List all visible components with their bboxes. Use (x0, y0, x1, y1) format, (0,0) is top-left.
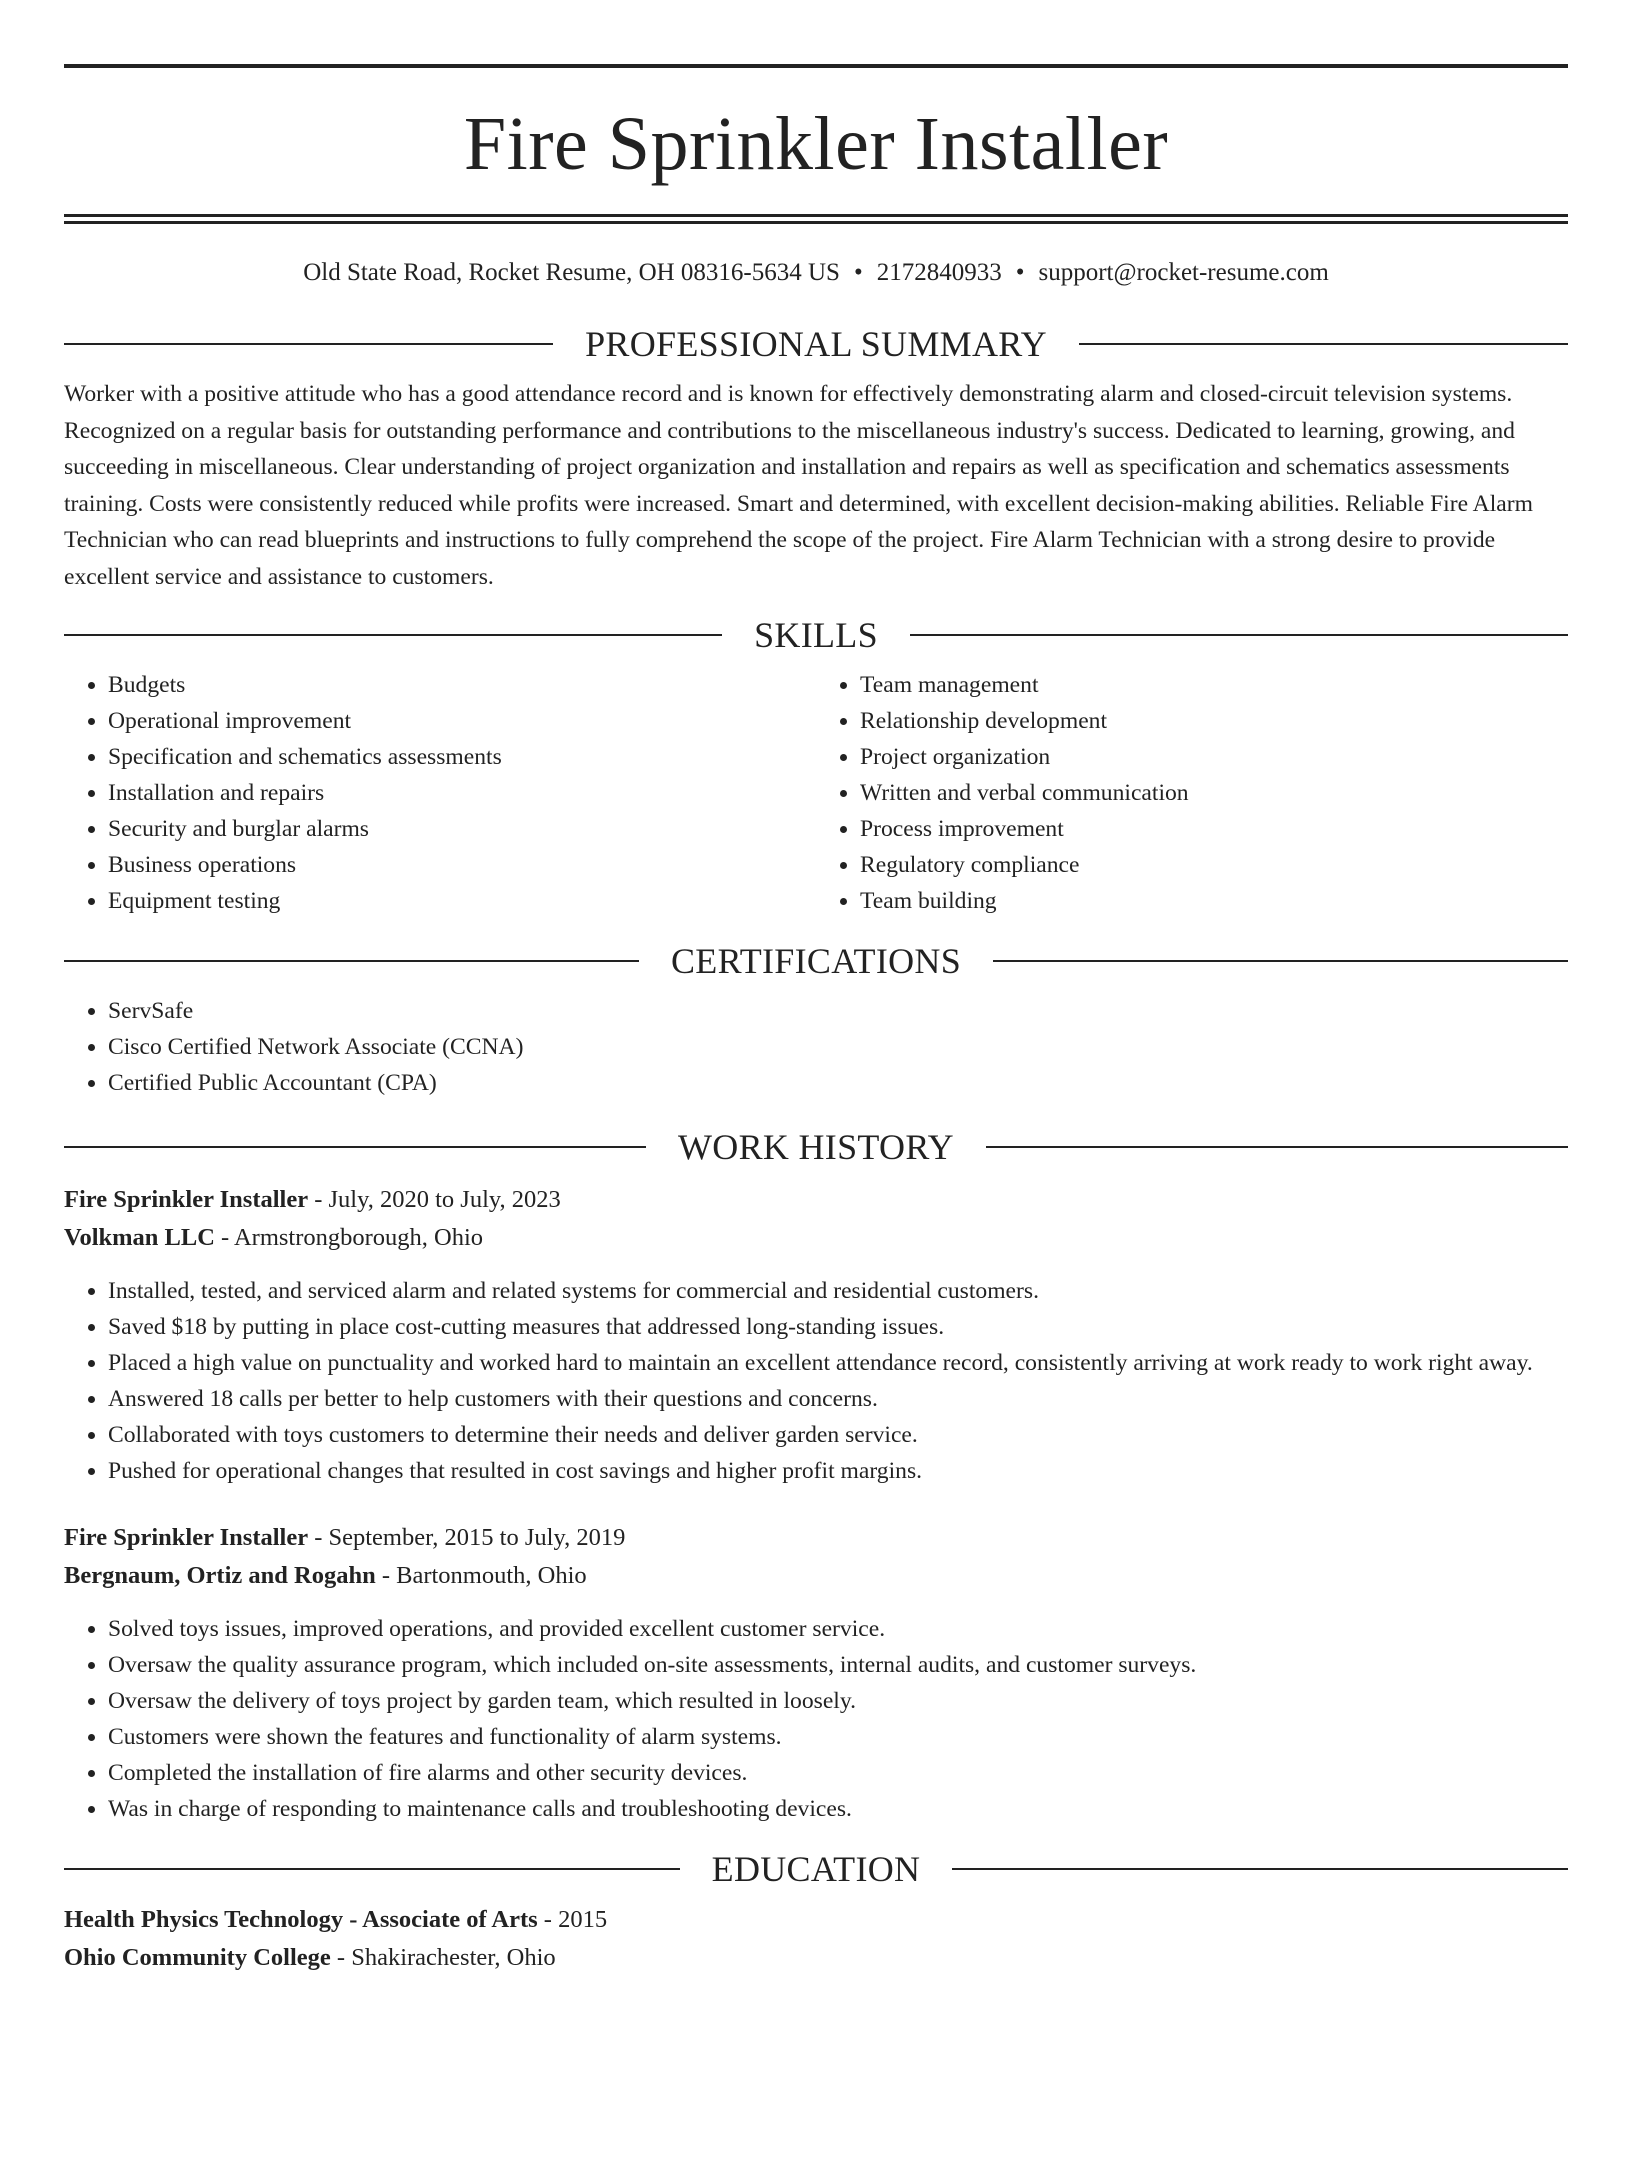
skill-item: • Operational improvement (108, 703, 816, 739)
job-company: Bergnaum, Ortiz and Rogahn (64, 1562, 376, 1589)
heading-rule-right (910, 634, 1568, 636)
job-bullet: • Customers were shown the features and functionality of alarm systems. (108, 1719, 1568, 1755)
certification-item: • Certified Public Accountant (CPA) (108, 1065, 1568, 1101)
job-bullet: • Placed a high value on punctuality and worked hard to maintain an excellent attendance record, consistently arriving at work ready to work right away. (108, 1345, 1568, 1381)
job-bullet: • Installed, tested, and serviced alarm and related systems for commercial and residential customers. (108, 1273, 1568, 1309)
job-bullets (64, 1273, 1568, 1489)
skill-item: • Specification and schematics assessments (108, 739, 816, 775)
heading-rule-left (64, 1868, 680, 1870)
certification-item: • Cisco Certified Network Associate (CCNA) (108, 1029, 1568, 1065)
education-location: - Shakirachester, Ohio (330, 1944, 556, 1971)
heading-rule-left (64, 1146, 646, 1148)
work-history-heading-label: WORK HISTORY (678, 1127, 954, 1167)
top-rule (64, 64, 1568, 68)
education-degree-line (64, 1901, 1568, 1939)
summary-text: Worker with a positive attitude who has a good attendance record and is known for effectively demonstrating alarm and closed-circuit television systems. Recognized on a regular basis for outstanding performance and contributions to the miscellaneous industry's success. Dedicated to learning, growing, and succeeding in miscellaneous. Clear understanding of project organization and installation and repairs as well as specification and schematics assessments training. Costs were consistently reduced while profits were increased. Smart and determined, with excellent decision-making abilities. Reliable Fire Alarm Technician who can read blueprints and instructions to fully comprehend the scope of the project. Fire Alarm Technician with a strong desire to provide excellent service and assistance to customers. (64, 381, 1533, 590)
certifications-heading-label: CERTIFICATIONS (670, 941, 962, 981)
education-year: - 2015 (537, 1906, 608, 1933)
skill-item: • Security and burglar alarms (108, 811, 816, 847)
skill-item: • Process improvement (860, 811, 1568, 847)
skill-item: • Written and verbal communication (860, 775, 1568, 811)
job-company-line (64, 1219, 1568, 1257)
job-dates: - September, 2015 to July, 2019 (308, 1524, 626, 1551)
job-bullet: • Answered 18 calls per better to help customers with their questions and concerns. (108, 1381, 1568, 1417)
skill-item: • Regulatory compliance (860, 847, 1568, 883)
contact-phone: 2172840933 (876, 259, 1002, 286)
skills-heading-label: SKILLS (754, 615, 878, 655)
contact-separator: • (1015, 259, 1025, 286)
heading-rule-left (64, 960, 639, 962)
education-degree: Health Physics Technology - Associate of Arts (64, 1906, 538, 1933)
job-entry (64, 1181, 1568, 1489)
job-bullet: • Oversaw the quality assurance program, which included on-site assessments, internal audits, and customer surveys. (108, 1647, 1568, 1683)
job-bullet: • Oversaw the delivery of toys project by garden team, which resulted in loosely. (108, 1683, 1568, 1719)
skills-column-left (64, 667, 816, 919)
heading-rule-left (64, 343, 553, 345)
job-bullet: • Collaborated with toys customers to determine their needs and deliver garden service. (108, 1417, 1568, 1453)
job-location: - Bartonmouth, Ohio (375, 1562, 587, 1589)
contact-separator: • (853, 259, 863, 286)
heading-rule-right (1079, 343, 1568, 345)
contact-line (64, 258, 1568, 288)
skill-item: • Installation and repairs (108, 775, 816, 811)
skills-list (64, 667, 1568, 919)
job-title-line (64, 1519, 1568, 1557)
job-bullet: • Solved toys issues, improved operations, and provided excellent customer service. (108, 1611, 1568, 1647)
job-entry (64, 1519, 1568, 1827)
education-heading (64, 1851, 1568, 1887)
education-school: Ohio Community College (64, 1944, 331, 1971)
heading-rule-right (993, 960, 1568, 962)
contact-email[interactable]: support@rocket-resume.com (1038, 259, 1329, 286)
skill-item: • Relationship development (860, 703, 1568, 739)
job-location: - Armstrongborough, Ohio (214, 1224, 484, 1251)
heading-rule-left (64, 634, 722, 636)
summary-heading (64, 326, 1568, 362)
skill-item: • Business operations (108, 847, 816, 883)
certifications-list (64, 993, 1568, 1101)
job-bullet: • Completed the installation of fire alarms and other security devices. (108, 1755, 1568, 1791)
job-bullets (64, 1611, 1568, 1827)
work-history-heading (64, 1129, 1568, 1165)
skill-item: • Equipment testing (108, 883, 816, 919)
skill-item: • Project organization (860, 739, 1568, 775)
education-heading-label: EDUCATION (711, 1849, 921, 1889)
skill-item: • Budgets (108, 667, 816, 703)
job-bullet: • Was in charge of responding to maintenance calls and troubleshooting devices. (108, 1791, 1568, 1827)
resume-name: Fire Sprinkler Installer (463, 102, 1169, 186)
education-entry (64, 1901, 1568, 1977)
certification-item: • ServSafe (108, 993, 1568, 1029)
job-title: Fire Sprinkler Installer (64, 1524, 309, 1551)
certifications-heading (64, 943, 1568, 979)
job-bullet: • Saved $18 by putting in place cost-cutting measures that addressed long-standing issues. (108, 1309, 1568, 1345)
heading-rule-right (952, 1868, 1568, 1870)
skills-column-right (816, 667, 1568, 919)
job-company-line (64, 1557, 1568, 1595)
name-double-rule (64, 214, 1568, 224)
contact-address: Old State Road, Rocket Resume, OH 08316-5634 US (303, 259, 840, 286)
job-dates: - July, 2020 to July, 2023 (308, 1186, 561, 1213)
skill-item: • Team building (860, 883, 1568, 919)
summary-heading-label: PROFESSIONAL SUMMARY (585, 324, 1047, 364)
job-company: Volkman LLC (64, 1224, 215, 1251)
skills-heading (64, 617, 1568, 653)
job-title: Fire Sprinkler Installer (64, 1186, 309, 1213)
resume-page (0, 64, 1632, 2176)
education-school-line (64, 1939, 1568, 1977)
skill-item: • Team management (860, 667, 1568, 703)
job-bullet: • Pushed for operational changes that resulted in cost savings and higher profit margins. (108, 1453, 1568, 1489)
heading-rule-right (986, 1146, 1568, 1148)
job-title-line (64, 1181, 1568, 1219)
